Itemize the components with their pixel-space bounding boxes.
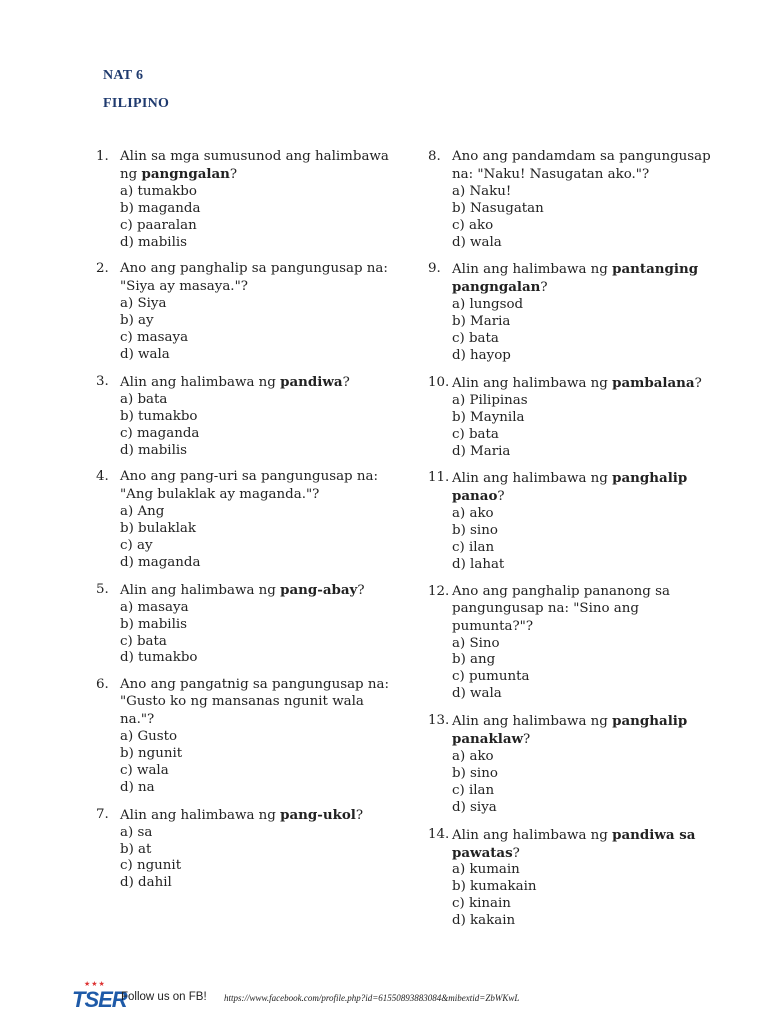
question-item xyxy=(422,149,722,251)
question-text: Alin ang halimbawa ng pang-ukol? xyxy=(120,806,364,823)
question-number: 12. xyxy=(428,583,450,599)
question-text: Alin ang halimbawa ng pantanging pangngalan? xyxy=(452,261,699,296)
answer-option: c) ilan xyxy=(452,540,495,556)
question-keyword: pang-abay xyxy=(280,581,358,598)
answer-option: b) maganda xyxy=(120,200,201,216)
question-text: Ano ang pangatnig sa pangungusap na: "Gusto ko ng mansanas ngunit wala na."? xyxy=(120,677,390,728)
question-number: 2. xyxy=(96,261,109,277)
answer-option: a) Sino xyxy=(452,635,500,651)
question-text: Alin ang halimbawa ng pang-abay? xyxy=(120,581,365,598)
answer-option: c) kinain xyxy=(452,896,511,912)
answer-option: a) kumain xyxy=(452,862,520,878)
logo-text: TSER xyxy=(72,987,127,1012)
question-text: Ano ang pandamdam sa pangungusap na: "Naku! Nasugatan ako."? xyxy=(452,149,711,182)
answer-option: c) wala xyxy=(120,762,169,778)
question-number: 7. xyxy=(96,806,109,822)
answer-option: d) tumakbo xyxy=(120,650,198,666)
question-item xyxy=(422,827,722,930)
answer-option: c) ilan xyxy=(452,782,495,798)
questions-right-column xyxy=(422,149,722,930)
answer-option: b) sino xyxy=(452,523,498,539)
answer-option: d) wala xyxy=(120,346,170,362)
answer-option: a) ako xyxy=(452,506,494,522)
answer-option: a) Pilipinas xyxy=(452,392,528,408)
answer-option: c) pumunta xyxy=(452,669,530,685)
answer-option: b) ay xyxy=(120,313,154,329)
question-keyword: panghalip panao xyxy=(452,470,688,505)
answer-option: d) dahil xyxy=(120,875,172,891)
answer-option: d) lahat xyxy=(452,556,505,572)
question-item xyxy=(422,375,722,461)
answer-option: d) wala xyxy=(452,686,502,702)
questions-left-column xyxy=(90,149,390,892)
answer-option: b) tumakbo xyxy=(120,408,198,424)
answer-option: d) mabilis xyxy=(120,442,188,458)
question-number: 14. xyxy=(428,826,450,842)
question-number: 3. xyxy=(96,373,109,389)
answer-option: c) masaya xyxy=(120,330,189,346)
answer-option: a) sa xyxy=(120,824,153,840)
answer-option: a) ako xyxy=(452,749,494,764)
question-number: 5. xyxy=(96,581,109,597)
question-item xyxy=(90,149,390,251)
answer-option: c) maganda xyxy=(120,425,200,441)
question-number: 8. xyxy=(428,149,441,164)
follow-text: Follow us on FB! xyxy=(121,991,207,1003)
question-number: 11. xyxy=(428,470,450,486)
answer-option: b) Maria xyxy=(452,314,511,330)
question-keyword: pangngalan xyxy=(141,165,230,182)
question-number: 1. xyxy=(96,149,109,164)
answer-option: a) masaya xyxy=(120,599,189,615)
answer-option: c) bata xyxy=(452,331,499,347)
question-text: Ano ang pang-uri sa pangungusap na: "Ang bulaklak ay maganda."? xyxy=(120,469,378,503)
answer-option: d) mabilis xyxy=(120,234,188,250)
question-item xyxy=(90,677,390,796)
tser-logo xyxy=(72,978,127,1014)
question-keyword: pandiwa sa pawatas xyxy=(452,826,696,861)
answer-option: b) mabilis xyxy=(120,616,188,632)
question-number: 9. xyxy=(428,261,441,277)
question-text: Alin ang halimbawa ng panghalip panaklaw? xyxy=(452,713,688,748)
question-item xyxy=(422,261,722,364)
question-item xyxy=(90,374,390,460)
question-keyword: panghalip panaklaw xyxy=(452,713,688,748)
question-keyword: pandiwa xyxy=(280,373,343,390)
question-text: Alin ang halimbawa ng pambalana? xyxy=(452,374,702,391)
question-item xyxy=(90,469,390,571)
answer-option: b) sino xyxy=(452,765,498,781)
answer-option: d) maganda xyxy=(120,554,201,570)
answer-option: a) tumakbo xyxy=(120,183,197,199)
question-text: Alin ang halimbawa ng panghalip panao? xyxy=(452,470,688,505)
question-number: 13. xyxy=(428,713,450,729)
answer-option: d) wala xyxy=(452,234,502,250)
answer-option: d) kakain xyxy=(452,913,516,929)
answer-option: a) bata xyxy=(120,391,168,407)
question-text: Alin sa mga sumusunod ang halimbawa ng pangngalan? xyxy=(120,149,389,182)
question-keyword: pantanging pangngalan xyxy=(452,261,699,296)
answer-option: d) hayop xyxy=(452,347,511,363)
page-footer xyxy=(72,978,752,1014)
answer-option: c) ngunit xyxy=(120,858,182,874)
grade-heading: NAT 6 xyxy=(103,68,144,83)
answer-option: b) bulaklak xyxy=(120,521,197,537)
question-text: Ano ang panghalip pananong sa pangungusap na: "Sino ang pumunta?"? xyxy=(452,583,670,634)
answer-option: d) na xyxy=(120,779,155,795)
question-keyword: pambalana xyxy=(612,374,695,391)
answer-option: d) Maria xyxy=(452,443,511,459)
answer-option: a) Siya xyxy=(120,296,167,312)
answer-option: b) at xyxy=(120,841,152,857)
question-item xyxy=(422,470,722,573)
logo-stars-icon: ★★★ xyxy=(84,980,106,988)
answer-option: b) kumakain xyxy=(452,879,537,895)
answer-option: a) Naku! xyxy=(452,183,512,199)
answer-option: b) ngunit xyxy=(120,746,183,761)
answer-option: a) lungsod xyxy=(452,297,524,313)
answer-option: c) bata xyxy=(120,633,167,649)
question-text: Alin ang halimbawa ng pandiwa sa pawatas? xyxy=(452,826,696,861)
answer-option: c) ako xyxy=(452,217,494,233)
subject-heading: FILIPINO xyxy=(103,96,170,111)
question-text: Alin ang halimbawa ng pandiwa? xyxy=(120,373,350,390)
answer-option: c) paaralan xyxy=(120,217,197,233)
answer-option: c) bata xyxy=(452,426,499,442)
facebook-link[interactable]: https://www.facebook.com/profile.php?id=61550893883084&mibextid=ZbWKwL xyxy=(224,993,520,1003)
question-item xyxy=(90,582,390,668)
question-number: 10. xyxy=(428,374,450,390)
question-item xyxy=(422,584,722,703)
question-number: 6. xyxy=(96,677,109,693)
answer-option: d) siya xyxy=(452,799,497,815)
answer-option: b) Maynila xyxy=(452,409,525,425)
question-number: 4. xyxy=(96,469,109,485)
question-item xyxy=(90,807,390,893)
question-keyword: pang-ukol xyxy=(280,806,356,823)
question-item xyxy=(90,261,390,363)
answer-option: c) ay xyxy=(120,538,153,554)
question-text: Ano ang panghalip sa pangungusap na: "Siya ay masaya."? xyxy=(120,261,388,295)
answer-option: b) Nasugatan xyxy=(452,200,544,216)
answer-option: a) Ang xyxy=(120,504,165,520)
question-item xyxy=(422,713,722,816)
answer-option: a) Gusto xyxy=(120,729,178,745)
answer-option: b) ang xyxy=(452,652,496,668)
